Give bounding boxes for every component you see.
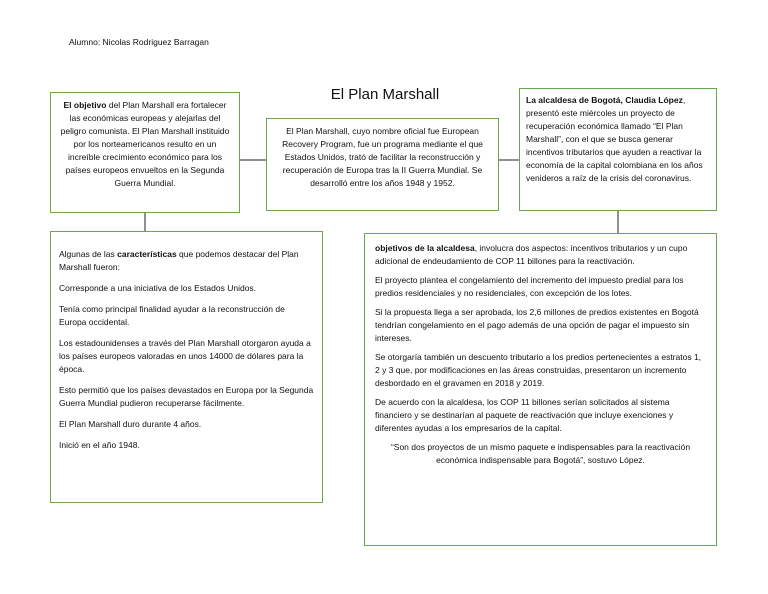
objective-bold: El objetivo [63, 100, 107, 110]
mayor-box [519, 88, 717, 211]
list-item: Esto permitió que los países devastados en Europa por la Segunda Guerra Mundial pudieron recuperarse fácilmente. [59, 385, 314, 408]
list-item: Los estadounidenses a través del Plan Marshall otorgaron ayuda a los países europeos valoradas en unos 14000 de dólares para la época. [59, 338, 311, 374]
list-item: De acuerdo con la alcaldesa, los COP 11 billones serían solicitados al sistema financiero y se destinarían al paquete de reactivación que incluye exenciones y diferentes ayudas a los empresarios de la capital. [375, 397, 674, 433]
center-text: El Plan Marshall, cuyo nombre oficial fue European Recovery Program, fue un programa mediante el que Estados Unidos, trató de facilitar la reconstrucción y recuperación de Europa tras la II Guerra Mundial. Se desarrolló entre los años 1948 y 1952. [282, 126, 483, 188]
list-item: Tenía como principal finalidad ayudar a la reconstrucción de Europa occidental. [59, 304, 285, 327]
list-item: El Plan Marshall duro durante 4 años. [59, 419, 202, 429]
objective-text: del Plan Marshall era fortalecer las económicas europeas y alejarlas del peligro comunista. El Plan Marshall instituido por los norteamericanos resulto en un increíble crecimiento económico para los países europeos envueltos en la Segunda Guerra Mundial. [60, 100, 230, 188]
list-item: Corresponde a una iniciativa de los Estados Unidos. [59, 283, 257, 293]
center-box [266, 118, 499, 211]
mayor-bold: La alcaldesa de Bogotá, Claudia López [526, 95, 683, 105]
objectives-intro: objetivos de la alcaldesa, involucra dos aspectos: incentivos tributarios y un cupo adicional de endeudamiento de COP 11 billones para la reactivación. [375, 243, 688, 266]
list-item: Se otorgaría también un descuento tributario a los predios pertenecientes a estratos 1, 2 y 3 que, por modificaciones en las áreas construidas, presentaron un incremento desbordado en el gravamen en 2018 y 2019. [375, 352, 702, 388]
quote: “Son dos proyectos de un mismo paquete e indispensables para la reactivación económica indispensable para Bogotá”, sostuvo López. [390, 442, 691, 465]
characteristics-box [50, 231, 323, 503]
list-item: Si la propuesta llega a ser aprobada, los 2,6 millones de predios existentes en Bogotá tendrían congelamiento en el pago además de una opción de pagar el impuesto sin intereses. [375, 307, 699, 343]
page-title: El Plan Marshall [330, 86, 440, 103]
characteristics-intro: Algunas de las características que podemos destacar del Plan Marshall fueron: [59, 249, 299, 272]
mayor-text: , presentó este miércoles un proyecto de recuperación económica llamado “El Plan Marshall”, con el que se busca generar incentivos tributarios que ayuden a reactivar la economía de la capital colombiana en los años venideros a raíz de la crisis del coronavirus. [526, 95, 703, 183]
list-item: El proyecto plantea el congelamiento del incremento del impuesto predial para los predios residenciales y no residenciales, con excepción de los lotes. [375, 275, 684, 298]
objective-box [50, 92, 240, 213]
objectives-box [364, 233, 717, 546]
student-name: Alumno: Nicolas Rodriguez Barragan [69, 37, 209, 47]
list-item: Inició en el año 1948. [59, 440, 140, 450]
